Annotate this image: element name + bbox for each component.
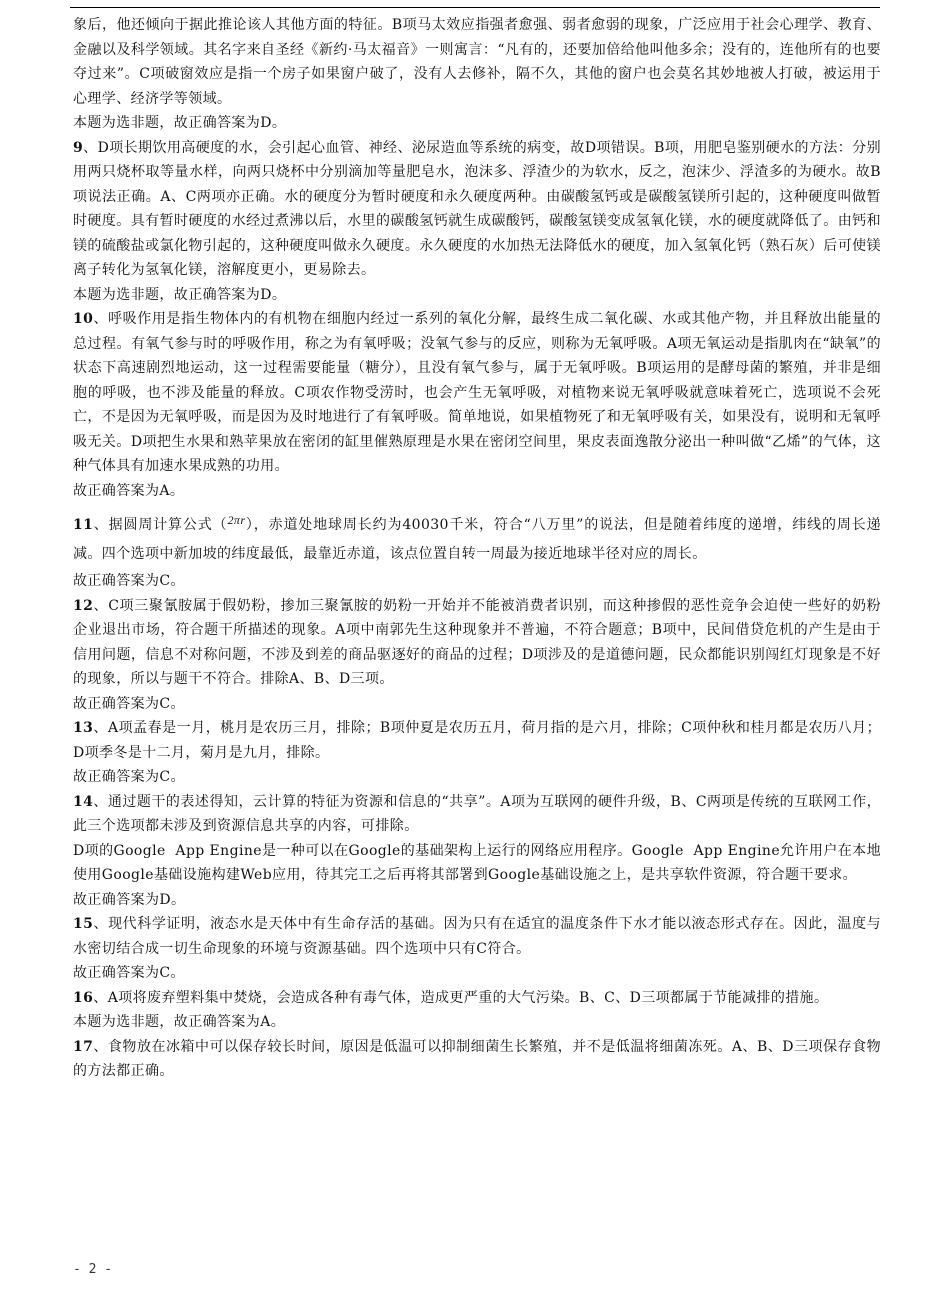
question-number: 15 <box>73 916 94 932</box>
answer-line <box>73 111 881 136</box>
question-16-explanation <box>73 986 881 1011</box>
paragraph-text: 本题为选非题，故正确答案为D。 <box>73 286 287 303</box>
question-12-explanation <box>73 594 881 692</box>
question-number: 16 <box>73 989 94 1006</box>
paragraph-text: 、据圆周计算公式（ <box>93 517 228 533</box>
page-top-rule <box>70 7 880 8</box>
page-number: - 2 - <box>73 1262 113 1277</box>
paragraph-text: 、现代科学证明，液态水是天体中有生命存活的基础。因为只有在适宜的温度条件下水才能以液态形式存在。因此，温度与水密切结合成一切生命现象的环境与资源基础。四个选项中只有C符合。 <box>73 916 881 957</box>
paragraph-text: 、D项长期饮用高硬度的水，会引起心血管、神经、泌尿造血等系统的病变，故D项错误。B项，用肥皂鉴别硬水的方法：分别用两只烧杯取等量水样，向两只烧杯中分别滴加等量肥皂水，泡沫多、浮渣少的为软水，反之，泡沫少、浮渣多的为硬水。故B项说法正确。A、C两项亦正确。水的硬度分为暂时硬度和永久硬度两种。由碳酸氢钙或是碳酸氢镁所引起的，这种硬度叫做暂时硬度。具有暂时硬度的水经过煮沸以后，水里的碳酸氢钙就生成碳酸钙，碳酸氢镁变成氢氧化镁，水的硬度就降低了。由钙和镁的硫酸盐或氯化物引起的，这种硬度叫做永久硬度。永久硬度的水加热无法降低水的硬度，加入氢氧化钙（熟石灰）后可使镁离子转化为氢氧化镁，溶解度更小，更易除去。 <box>73 139 881 278</box>
paragraph-text: 、A项孟春是一月，桃月是农历三月，排除；B项仲夏是农历五月，荷月指的是六月，排除；C项仲秋和桂月都是农历八月；D项季冬是十二月，菊月是九月，排除。 <box>73 720 881 761</box>
paragraph-text: D项的Google App Engine是一种可以在Google的基础架构上运行的网络应用程序。Google App Engine允许用户在本地使用Google基础设施构建Web应用，待其完工之后再将其部署到Google基础设施之上，是共享软件资源，符合题干要求。 <box>73 842 881 883</box>
answer-line <box>73 692 881 717</box>
question-number: 14 <box>73 793 94 810</box>
paragraph-text: 本题为选非题，故正确答案为D。 <box>73 115 287 131</box>
paragraph <box>73 13 881 111</box>
answer-line <box>73 961 881 986</box>
question-10-explanation <box>73 307 881 479</box>
document-body <box>73 13 881 1084</box>
paragraph-text: 、呼吸作用是指生物体内的有机物在细胞内经过一系列的氧化分解，最终生成二氧化碳、水或其他产物，并且释放出能量的总过程。有氧气参与时的呼吸作用，称之为有氧呼吸；没氧气参与的反应，则称为无氧呼吸。A项无氧运动是指肌肉在“缺氧”的状态下高速剧烈地运动，这一过程需要能量（糖分），且没有氧气参与，属于无氧呼吸。B项运用的是酵母菌的繁殖，并非是细胞的呼吸，也不涉及能量的释放。C项农作物受涝时，也会产生无氧呼吸，对植物来说无氧呼吸就意味着死亡，选项说不会死亡，不是因为无氧呼吸，而是因为及时地进行了有氧呼吸。简单地说，如果植物死了和无氧呼吸有关，如果没有，说明和无氧呼吸无关。D项把生水果和熟苹果放在密闭的缸里催熟原理是水果在密闭空间里，果皮表面逸散分泌出一种叫做“乙烯”的气体，这种气体具有加速水果成熟的功用。 <box>73 311 881 474</box>
question-14-explanation <box>73 790 881 839</box>
question-number: 11 <box>73 517 94 533</box>
answer-line <box>73 283 881 308</box>
answer-line <box>73 569 881 594</box>
answer-line <box>73 888 881 913</box>
paragraph-text: 、C项三聚氰胺属于假奶粉，掺加三聚氰胺的奶粉一开始并不能被消费者识别，而这种掺假的恶性竞争会迫使一些好的奶粉企业退出市场，符合题干所描述的现象。A项中南郭先生这种现象并不普遍，不符合题意；B项中，民间借贷危机的产生是由于信用问题，信息不对称问题，不涉及到差的商品驱逐好的商品的过程；D项涉及的是道德问题，民众都能识别闯红灯现象是不好的现象，所以与题干不符合。排除A、B、D三项。 <box>73 597 881 687</box>
paragraph-text: 故正确答案为C。 <box>73 769 185 785</box>
question-number: 13 <box>73 720 94 736</box>
paragraph-gap <box>73 503 881 511</box>
paragraph-text: 故正确答案为A。 <box>73 482 185 499</box>
question-15-explanation <box>73 912 881 961</box>
question-number: 12 <box>73 597 94 614</box>
paragraph-text: 、A项将废弃塑料集中焚烧，会造成各种有毒气体，造成更严重的大气污染。B、C、D三项都属于节能减排的措施。 <box>93 989 829 1006</box>
paragraph <box>73 839 881 888</box>
paragraph-text: 、通过题干的表述得知，云计算的特征为资源和信息的“共享”。A项为互联网的硬件升级，B、C两项是传统的互联网工作，此三个选项都未涉及到资源信息共享的内容，可排除。 <box>73 793 881 834</box>
question-number: 10 <box>73 311 94 327</box>
paragraph-text: 故正确答案为D。 <box>73 891 186 908</box>
question-number: 17 <box>73 1038 94 1055</box>
question-17-explanation <box>73 1035 881 1084</box>
question-number: 9 <box>73 139 84 156</box>
circumference-formula: 2πr <box>227 513 246 527</box>
question-11-explanation <box>73 511 881 569</box>
question-13-explanation <box>73 716 881 765</box>
paragraph-text: ），赤道处地球周长约为40030千米，符合“八万里”的说法，但是随着纬度的递增，纬线的周长递减。四个选项中新加坡的纬度最低，最靠近赤道，该点位置自转一周最为接近地球半径对应的周长。 <box>73 517 882 562</box>
question-9-explanation <box>73 136 881 283</box>
paragraph-text: 、食物放在冰箱中可以保存较长时间，原因是低温可以抑制细菌生长繁殖，并不是低温将细菌冻死。A、B、D三项保存食物的方法都正确。 <box>73 1038 881 1079</box>
paragraph-text: 故正确答案为C。 <box>73 965 185 981</box>
answer-line <box>73 479 881 504</box>
paragraph-text: 故正确答案为C。 <box>73 573 185 589</box>
answer-line <box>73 765 881 790</box>
paragraph-text: 象后，他还倾向于据此推论该人其他方面的特征。B项马太效应指强者愈强、弱者愈弱的现象，广泛应用于社会心理学、教育、金融以及科学领域。其名字来自圣经《新约·马太福音》一则寓言：“凡有的，还要加倍给他叫他多余；没有的，连他所有的也要夺过来”。C项破窗效应是指一个房子如果窗户破了，没有人去修补，隔不久，其他的窗户也会莫名其妙地被人打破，被运用于心理学、经济学等领域。 <box>73 17 881 107</box>
answer-line <box>73 1010 881 1035</box>
paragraph-text: 故正确答案为C。 <box>73 695 185 712</box>
paragraph-text: 本题为选非题，故正确答案为A。 <box>73 1014 286 1030</box>
